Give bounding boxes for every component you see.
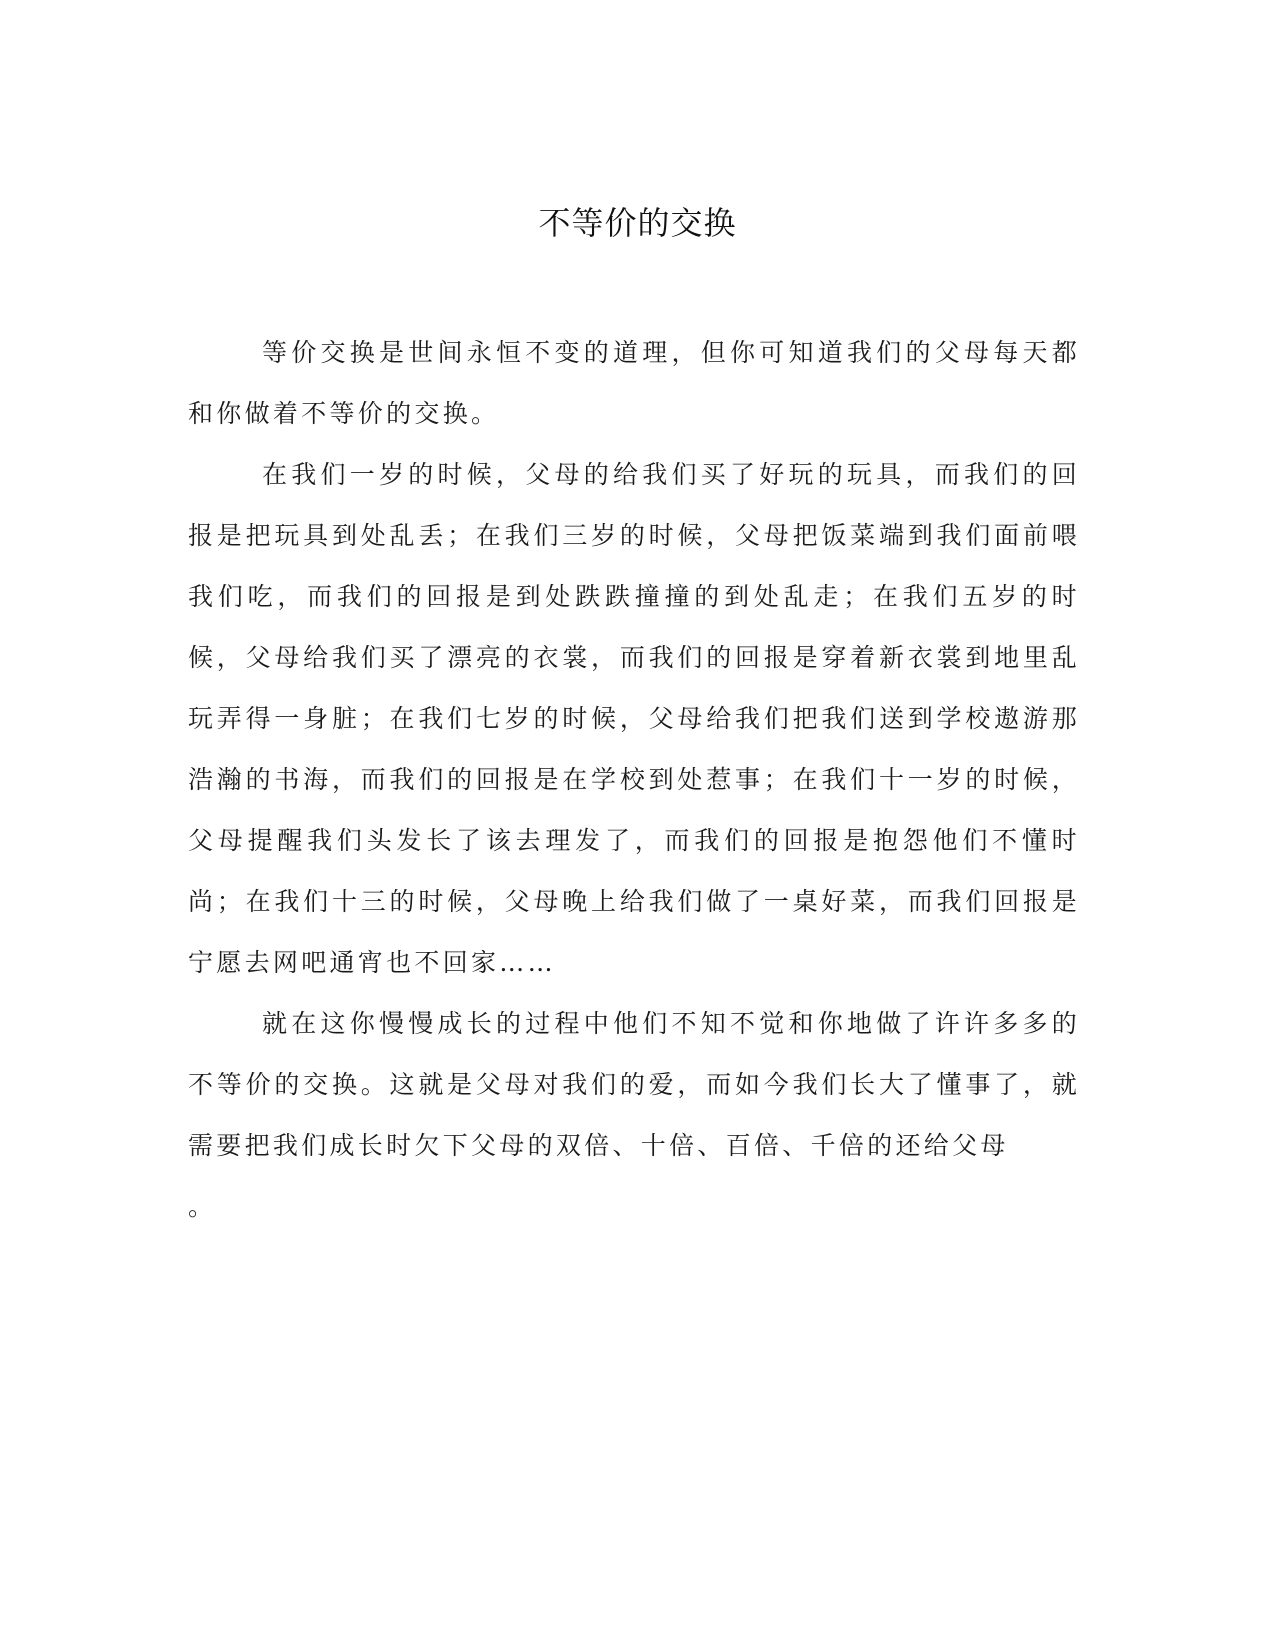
- paragraph-2: 在我们一岁的时候，父母的给我们买了好玩的玩具，而我们的回报是把玩具到处乱丢；在我们三岁的时候，父母把饭菜端到我们面前喂我们吃，而我们的回报是到处跌跌撞撞的到处乱走；在我们五岁的时候，父母给我们买了漂亮的衣裳，而我们的回报是穿着新衣裳到地里乱玩弄得一身脏；在我们七岁的时候，父母给我们把我们送到学校遨游那浩瀚的书海，而我们的回报是在学校到处惹事；在我们十一岁的时候，父母提醒我们头发长了该去理发了，而我们的回报是抱怨他们不懂时尚；在我们十三的时候，父母晚上给我们做了一桌好菜，而我们回报是宁愿去网吧通宵也不回家……: [188, 460, 1080, 977]
- document-title: 不等价的交换: [538, 204, 737, 242]
- document-body: [188, 322, 1080, 1237]
- paragraph-1: 等价交换是世间永恒不变的道理，但你可知道我们的父母每天都和你做着不等价的交换。: [188, 338, 1080, 428]
- trailing-period: 。: [188, 1192, 217, 1221]
- paragraph-3: 就在这你慢慢成长的过程中他们不知不觉和你地做了许许多多的不等价的交换。这就是父母对我们的爱，而如今我们长大了懂事了，就需要把我们成长时欠下父母的双倍、十倍、百倍、千倍的还给父母: [188, 1009, 1080, 1160]
